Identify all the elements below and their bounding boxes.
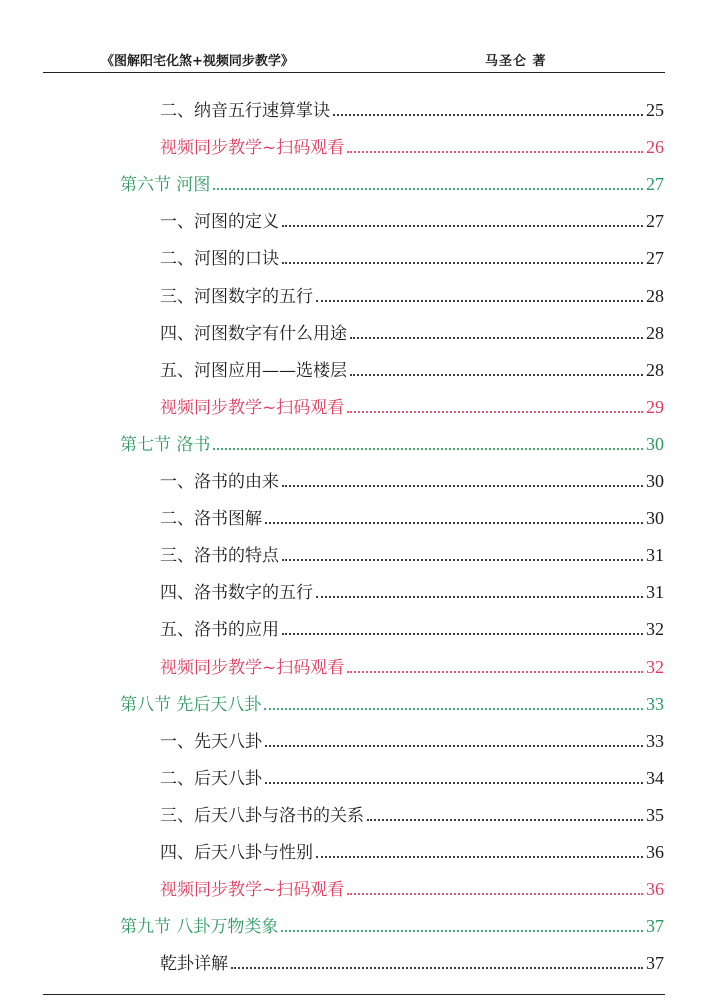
- toc-entry-page-number: 32: [646, 656, 664, 677]
- toc-entry-page-number: 37: [646, 953, 664, 974]
- toc-entry-label: 一、河图的定义: [160, 212, 279, 233]
- page-header: [43, 52, 665, 73]
- toc-entry-page-number: 34: [646, 767, 664, 788]
- toc-entry-label: 乾卦详解: [160, 954, 228, 975]
- toc-entry-page-number: 28: [646, 322, 664, 343]
- toc-entry-page-number: 30: [646, 433, 664, 454]
- toc-entry-item[interactable]: [160, 321, 664, 345]
- toc-entry-label: 第六节 河图: [120, 175, 211, 196]
- toc-entry-label: 二、后天八卦: [160, 768, 262, 789]
- toc-entry-item[interactable]: [160, 469, 664, 493]
- toc-entry-page-number: 29: [646, 396, 664, 417]
- toc-entry-item[interactable]: [160, 729, 664, 753]
- toc-entry-item[interactable]: [160, 580, 664, 604]
- toc-entry-page-number: 28: [646, 359, 664, 380]
- toc-entry-page-number: 28: [646, 285, 664, 306]
- toc-entry-item[interactable]: [160, 98, 664, 122]
- toc-entry-item[interactable]: [160, 617, 664, 641]
- author: 马圣仑 著: [485, 54, 547, 69]
- toc-entry-page-number: 27: [646, 211, 664, 232]
- toc-entry-page-number: 31: [646, 582, 664, 603]
- toc-entry-label: 第七节 洛书: [120, 434, 211, 455]
- toc-entry-label: 第九节 八卦万物类象: [120, 917, 279, 938]
- toc-entry-label: 二、洛书图解: [160, 509, 262, 530]
- dot-leader: [265, 744, 643, 747]
- toc-entry-label: 四、河图数字有什么用途: [160, 323, 347, 344]
- toc-entry-video[interactable]: [160, 395, 664, 419]
- dot-leader: [282, 558, 643, 561]
- dot-leader: [316, 595, 643, 598]
- toc-entry-item[interactable]: [160, 803, 664, 827]
- footer-rule: [43, 994, 665, 995]
- toc-entry-label: 三、后天八卦与洛书的关系: [160, 805, 364, 826]
- dot-leader: [282, 632, 643, 635]
- toc-entry-section[interactable]: [120, 432, 664, 456]
- toc-entry-section[interactable]: [120, 172, 664, 196]
- dot-leader: [350, 336, 643, 339]
- toc-entry-label: 三、河图数字的五行: [160, 286, 313, 307]
- toc-entry-page-number: 36: [646, 879, 664, 900]
- toc-entry-section[interactable]: [120, 692, 664, 716]
- toc-entry-item[interactable]: [160, 284, 664, 308]
- toc-entry-item[interactable]: [160, 209, 664, 233]
- toc-entry-item[interactable]: [160, 840, 664, 864]
- toc-entry-label: 五、河图应用——选楼层: [160, 360, 347, 381]
- dot-leader: [265, 521, 643, 524]
- toc-entry-page-number: 36: [646, 842, 664, 862]
- toc-entry-label: 视频同步教学~扫码观看: [160, 397, 345, 418]
- dot-leader: [347, 410, 643, 413]
- dot-leader: [281, 929, 643, 932]
- toc-entry-item[interactable]: [160, 766, 664, 790]
- toc-entry-page-number: 30: [646, 471, 664, 491]
- toc-entry-item[interactable]: [160, 246, 664, 270]
- toc-entry-video[interactable]: [160, 655, 664, 679]
- dot-leader: [347, 892, 643, 895]
- toc-entry-page-number: 35: [646, 804, 664, 825]
- toc-entry-label: 四、洛书数字的五行: [160, 583, 313, 604]
- dot-leader: [282, 261, 643, 264]
- toc-entry-label: 五、洛书的应用: [160, 620, 279, 641]
- toc-entry-page-number: 33: [646, 730, 664, 751]
- dot-leader: [316, 855, 643, 858]
- toc-entry-section[interactable]: [120, 914, 664, 938]
- toc-entry-page-number: 26: [646, 137, 664, 158]
- toc-entry-page-number: 27: [646, 248, 664, 269]
- dot-leader: [333, 113, 643, 116]
- dot-leader: [213, 187, 643, 190]
- toc-entry-page-number: 27: [646, 174, 664, 195]
- toc-entry-label: 第八节 先后天八卦: [120, 694, 262, 715]
- toc-entry-label: 视频同步教学~扫码观看: [160, 657, 345, 678]
- dot-leader: [347, 670, 643, 673]
- toc-entry-label: 二、河图的口诀: [160, 249, 279, 270]
- toc-entry-item[interactable]: [160, 506, 664, 530]
- toc-entry-label: 一、洛书的由来: [160, 472, 279, 492]
- dot-leader: [282, 224, 643, 227]
- dot-leader: [316, 299, 643, 302]
- book-title: 《图解阳宅化煞+视频同步教学》: [101, 54, 294, 69]
- dot-leader: [265, 781, 643, 784]
- toc-entry-label: 一、先天八卦: [160, 731, 262, 752]
- dot-leader: [347, 150, 643, 153]
- dot-leader: [213, 447, 643, 450]
- toc-entry-video[interactable]: [160, 877, 664, 901]
- toc-entry-label: 视频同步教学~扫码观看: [160, 880, 345, 901]
- dot-leader: [264, 707, 643, 710]
- toc-entry-page-number: 31: [646, 545, 664, 566]
- dot-leader: [350, 373, 643, 376]
- toc-entry-page-number: 25: [646, 100, 664, 120]
- toc-entry-page-number: 37: [646, 916, 664, 937]
- toc-entry-item[interactable]: [160, 543, 664, 567]
- toc-entry-label: 三、洛书的特点: [160, 546, 279, 567]
- toc-entry-page-number: 30: [646, 508, 664, 529]
- dot-leader: [231, 966, 643, 969]
- toc-entry-item[interactable]: [160, 358, 664, 382]
- toc-entry-label: 四、后天八卦与性别: [160, 843, 313, 863]
- toc-entry-video[interactable]: [160, 135, 664, 159]
- toc-entry-page-number: 32: [646, 619, 664, 640]
- toc-entry-page-number: 33: [646, 693, 664, 714]
- toc-entry-label: 二、纳音五行速算掌诀: [160, 101, 330, 121]
- toc-entry-item[interactable]: [160, 951, 664, 975]
- dot-leader: [282, 484, 643, 487]
- toc-entry-label: 视频同步教学~扫码观看: [160, 138, 345, 159]
- dot-leader: [367, 818, 643, 821]
